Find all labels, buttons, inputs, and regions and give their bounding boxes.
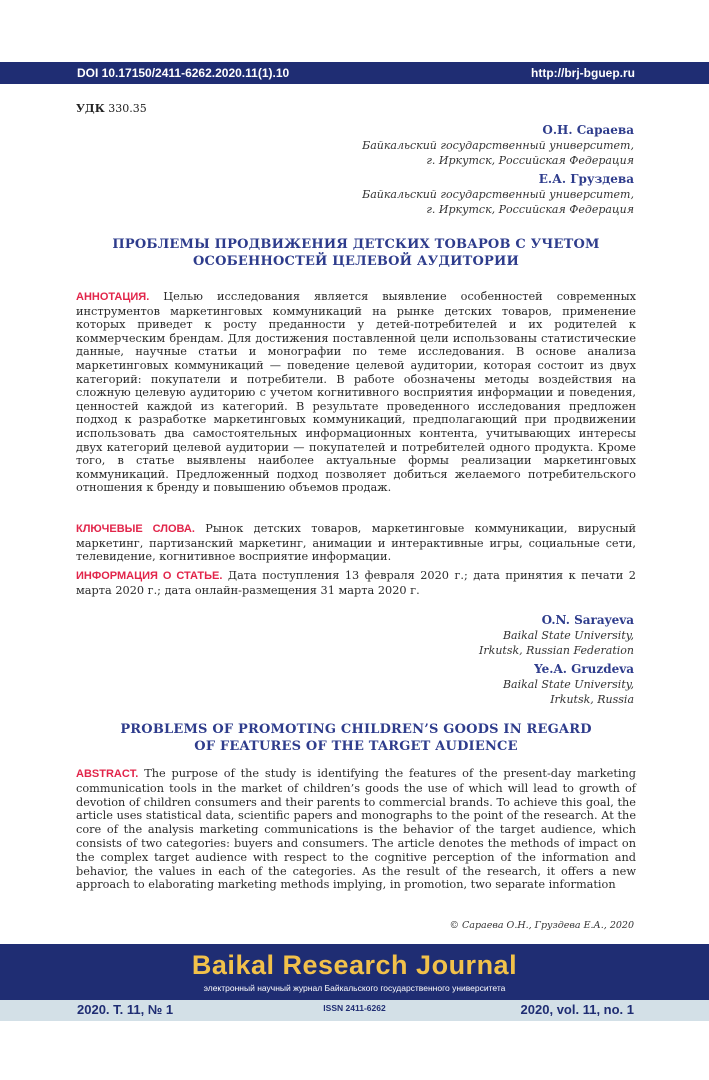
author-name: Ye.A. Gruzdeva [534, 662, 634, 676]
article-info-paragraph [76, 569, 636, 597]
annotation-text: Целью исследования является выявление особенностей современных инструментов маркетинговых коммуникаций на рынке детских товаров, применение которых приведет к росту преданности у детей-потребителей и их родителей к коммерческим брендам. Для достижения поставленной цели использованы статистические данные, научные статьи и монографии по теме исследования. В основе анализа маркетинговых коммуникаций — поведение целевой аудитории, которая состоит из двух категорий: покупатели и потребители. В работе обозначены методы воздействия на сложную целевую аудиторию с учетом когнитивного восприятия информации и поведения, ценностей каждой из категорий. В результате проведенного исследования предложен подход к разработке маркетинговых коммуникаций, предполагающий при продвижении использовать два самостоятельных информационных контента, учитывающих интересы двух категорий целевой аудитории — покупателей и потребителей одного продукта. Кроме того, в статье выявлены наиболее актуальные формы реализации маркетинговых коммуникаций. Предложенный подход позволяет добиться желаемого потребительского отношения к бренду и повышению объемов продаж. [76, 290, 636, 495]
journal-url-link[interactable]: http://brj-bguep.ru [531, 66, 635, 80]
author-name: О.Н. Сараева [542, 123, 634, 137]
annotation-label: АННОТАЦИЯ. [76, 291, 150, 303]
journal-title: Baikal Research Journal [191, 950, 518, 980]
article-title-ru [76, 236, 636, 270]
article-info-text: Дата поступления 13 февраля 2020 г.; дата принятия к печати 2 марта 2020 г.; дата онлайн-размещения 31 марта 2020 г. [76, 569, 636, 597]
article-title-en [76, 721, 636, 755]
authors-en [314, 612, 634, 707]
keywords-text: Рынок детских товаров, маркетинговые коммуникации, вирусный маркетинг, партизанский маркетинг, анимации и интерактивные игры, социальные сети, телевидение, когнитивное восприятие информации. [76, 522, 636, 564]
author-location: г. Иркутск, Российская Федерация [426, 154, 634, 167]
article-info-label: ИНФОРМАЦИЯ О СТАТЬЕ. [76, 570, 223, 582]
udk-value: 330.35 [108, 102, 147, 115]
author-affiliation: Байкальский государственный университет, [362, 139, 634, 152]
issue-info-band [0, 1000, 709, 1021]
udk-code [76, 102, 147, 115]
author-block [314, 612, 634, 658]
author-affiliation: Байкальский государственный университет, [362, 188, 634, 201]
author-location: Irkutsk, Russia [550, 693, 634, 706]
issue-ru: 2020. Т. 11, № 1 [77, 1002, 174, 1017]
title-line: OF FEATURES OF THE TARGET AUDIENCE [194, 739, 518, 754]
doi-text: DOI 10.17150/2411-6262.2020.11(1).10 [77, 66, 290, 80]
issn: ISSN 2411-6262 [323, 1003, 386, 1013]
journal-subtitle: электронный научный журнал Байкальского государственного университета [203, 983, 506, 993]
author-block [314, 122, 634, 168]
author-location: Irkutsk, Russian Federation [479, 644, 634, 657]
abstract-label: ABSTRACT. [76, 768, 139, 780]
abstract-text: The purpose of the study is identifying the features of the present-day marketing communication tools in the market of children’s goods the use of which will lead to growth of devotion of children consumers and their parents to commercial brands. To achieve this goal, the article uses statistical data, scientific papers and monographs to the point of the research. At the core of the analysis marketing communications is the behavior of the target audience, which consists of two categories: buyers and consumers. The article denotes the methods of impact on the complex target audience with respect to the cognitive perception of the information and behavior, the values in each of the categories. As the result of the research, it offers a new approach to elaborating marketing methods implying, in promotion, two separate information [76, 767, 636, 892]
title-line: ПРОБЛЕМЫ ПРОДВИЖЕНИЯ ДЕТСКИХ ТОВАРОВ С УЧЕТОМ [112, 237, 600, 252]
udk-label: УДК [76, 102, 105, 115]
keywords-paragraph [76, 522, 636, 564]
annotation-paragraph [76, 290, 636, 495]
issue-en: 2020, vol. 11, no. 1 [520, 1002, 634, 1017]
author-affiliation: Baikal State University, [502, 678, 634, 691]
doi-header-bar [0, 62, 709, 84]
author-block [314, 171, 634, 217]
author-location: г. Иркутск, Российская Федерация [426, 203, 634, 216]
copyright-notice: © Сараева О.Н., Груздева Е.А., 2020 [449, 920, 634, 931]
keywords-label: КЛЮЧЕВЫЕ СЛОВА. [76, 523, 195, 535]
journal-footer-banner [0, 944, 709, 1000]
author-name: Е.А. Груздева [538, 172, 634, 186]
title-line: PROBLEMS OF PROMOTING CHILDREN’S GOODS IN REGARD [120, 722, 592, 737]
author-block [314, 661, 634, 707]
abstract-paragraph [76, 767, 636, 892]
authors-ru [314, 122, 634, 217]
title-line: ОСОБЕННОСТЕЙ ЦЕЛЕВОЙ АУДИТОРИИ [193, 254, 519, 269]
author-affiliation: Baikal State University, [502, 629, 634, 642]
author-name: O.N. Sarayeva [541, 613, 634, 627]
